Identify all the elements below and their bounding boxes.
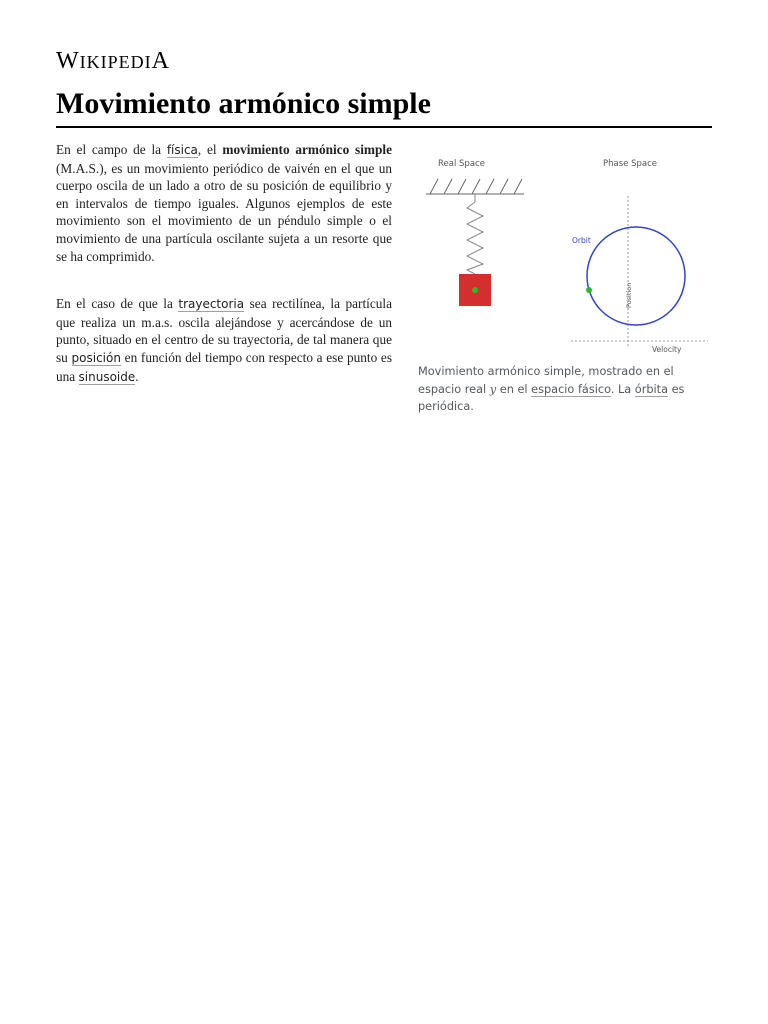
label-orbit: Orbit — [572, 236, 591, 245]
text: En el caso de que la — [56, 296, 179, 312]
wordmark-smallcaps: IKIPEDI — [79, 52, 152, 72]
label-real-space: Real Space — [438, 159, 485, 169]
text: . — [135, 368, 139, 384]
wordmark-final: A — [151, 48, 170, 74]
text: En el campo de la — [56, 142, 167, 157]
shm-diagram[interactable] — [418, 148, 708, 358]
link-posicion[interactable]: posición — [71, 350, 121, 365]
bold-term: movimiento armónico simple — [222, 142, 392, 157]
text: es periódica. — [418, 382, 685, 414]
text: sea rectilínea, la partícula que realiza un m.a.s. oscila alejándose y acercándose de un punto, situado en el centro de su trayectoria, de tal manera que su — [56, 296, 392, 365]
link-fisica[interactable]: física — [166, 143, 198, 157]
orbit-dot — [586, 287, 592, 293]
paragraph-intro — [56, 141, 392, 265]
text: . La — [610, 382, 635, 396]
label-phase-space: Phase Space — [603, 159, 657, 169]
link-trayectoria[interactable]: trayectoria — [178, 297, 245, 312]
page-title: Movimiento armónico simple — [56, 84, 712, 128]
wordmark-initial: W — [56, 48, 80, 74]
label-velocity: Velocity — [652, 345, 682, 354]
mass-dot — [472, 287, 478, 293]
link-orbita[interactable]: órbita — [634, 382, 669, 396]
text: en función del tiempo con respecto a ese punto es una — [56, 349, 393, 384]
paragraph-trayectoria — [56, 295, 392, 386]
text: en el — [496, 382, 532, 396]
figure-caption — [418, 363, 708, 416]
text: y — [489, 382, 497, 396]
text: Movimiento armónico simple, mostrado en el espacio real — [418, 365, 674, 396]
article-body — [56, 141, 392, 416]
text: , el — [197, 142, 223, 157]
wikipedia-wordmark[interactable] — [56, 48, 170, 75]
link-sinusoide[interactable]: sinusoide — [78, 369, 136, 384]
label-position: Position — [625, 282, 633, 308]
text: (M.A.S.), es un movimiento periódico de vaivén en el que un cuerpo oscila de un lado a otro de su posición de equilibrio y en intervalos de tiempo iguales. Algunos ejemplos de este movimiento son el movimiento de un péndulo simple o el movimiento de una partícula oscilante sujeta a un resorte que se ha comprimido. — [56, 160, 392, 264]
link-espacio-fasico[interactable]: espacio fásico — [531, 382, 611, 396]
figure-shm — [418, 148, 708, 416]
